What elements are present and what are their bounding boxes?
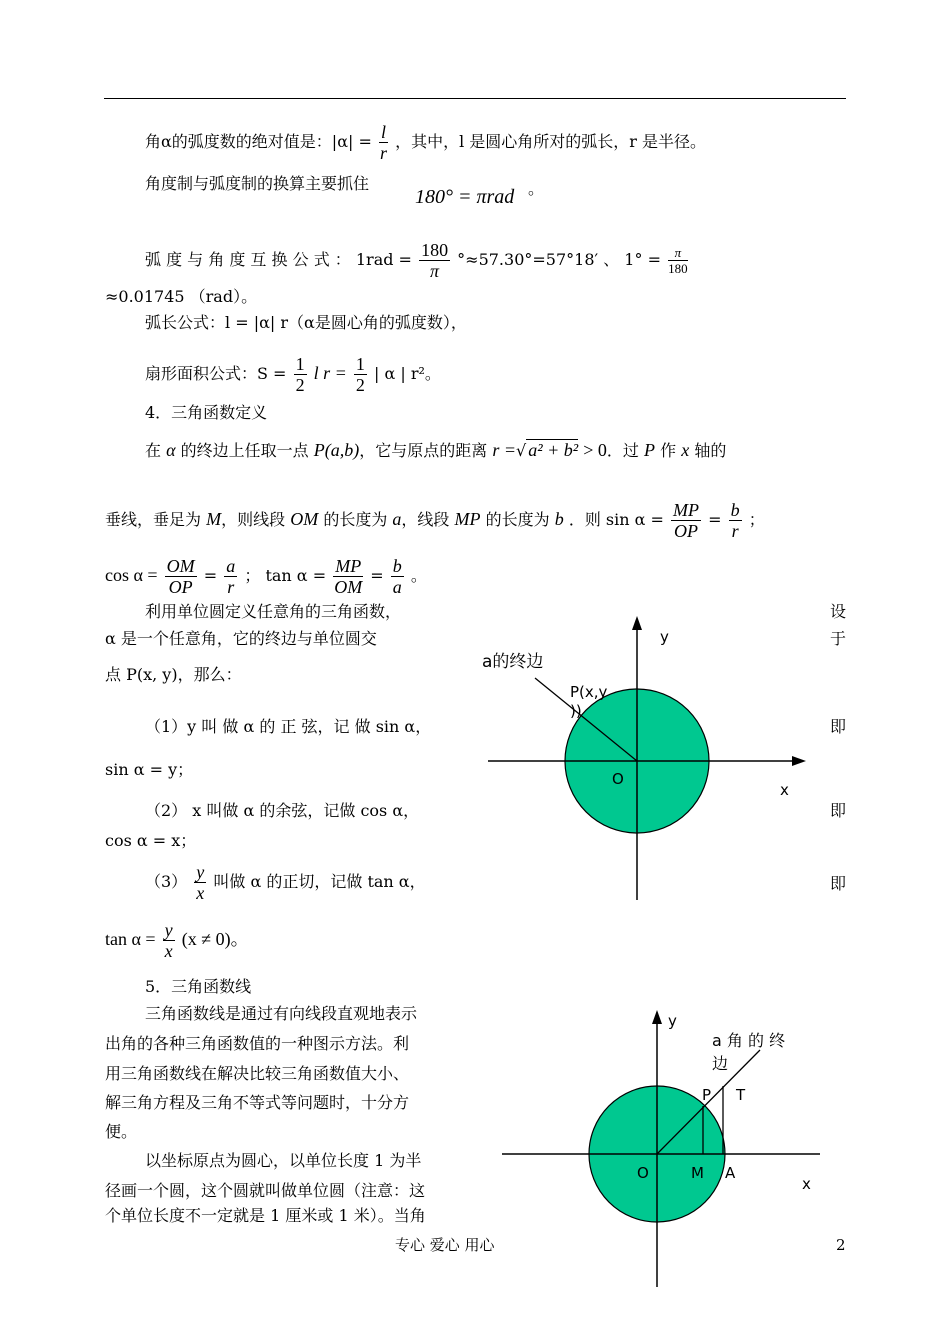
origin-label: O <box>612 770 624 788</box>
frac-den: r <box>379 143 387 163</box>
unit-circle-line-2-tail: 于 <box>829 629 846 648</box>
frac-num: 180 <box>421 240 449 260</box>
text: 作 <box>660 441 677 460</box>
fraction-l-over-r <box>379 122 388 163</box>
text: a <box>392 509 402 529</box>
text: 在 <box>145 441 162 460</box>
section-heading: 5．三角函数线 <box>145 977 252 996</box>
para-line: 以坐标原点为圆心，以单位长度 1 为半 <box>145 1151 422 1170</box>
text: = <box>203 566 218 585</box>
fraction-pi-over-180 <box>668 245 688 276</box>
text: ．过 <box>606 441 639 460</box>
text: OM <box>290 509 319 529</box>
text: α <box>166 440 176 460</box>
para-line: 用三角函数线在解决比较三角函数值大小、 <box>105 1064 410 1083</box>
y-axis-label: y <box>668 1012 677 1030</box>
para-line: 个单位长度不一定就是 1 厘米或 1 米）。当角 <box>105 1206 426 1225</box>
frac-den: r <box>227 577 235 597</box>
text: （3） <box>145 872 188 891</box>
abs-radian-line <box>145 122 706 163</box>
frac-num: MP <box>673 500 700 520</box>
fraction-mp-op <box>671 500 701 541</box>
header-rule <box>104 98 846 99</box>
fraction-180-over-pi <box>419 240 450 281</box>
a-label: A <box>725 1164 736 1182</box>
text: 的长度为 <box>323 510 388 529</box>
para-line: 便。 <box>105 1122 138 1141</box>
frac-den: x <box>196 883 205 903</box>
fraction-y-x <box>194 862 206 903</box>
fraction-half <box>294 354 307 395</box>
fraction-half <box>354 354 367 395</box>
m-label: M <box>691 1164 704 1182</box>
cosine-line-tail: 即 <box>829 801 846 820</box>
frac-den: OM <box>334 577 363 597</box>
frac-den: OP <box>168 577 193 597</box>
text: ； <box>748 510 765 529</box>
text: ，它与原点的距离 <box>359 441 488 460</box>
frac-den: 2 <box>355 375 365 395</box>
unit-circle-line-3: 点 P(x, y)，那么： <box>105 665 242 684</box>
footer-motto: 专心 爱心 用心 <box>395 1236 495 1254</box>
text: ，线段 <box>401 510 450 529</box>
terminal-side-label: a的终边 <box>482 652 544 672</box>
frac-num: y <box>164 920 173 940</box>
fraction-a-r <box>224 556 237 597</box>
t-label: T <box>736 1086 746 1104</box>
terminal-side-label: a 角 的 终 <box>712 1031 786 1050</box>
text: tan α = <box>105 929 156 949</box>
arc-length-line: 弧长公式：l = |α| r（α是圆心角的弧度数）， <box>145 313 467 332</box>
approx-line: ≈0.01745 （rad）。 <box>105 287 258 306</box>
cosine-eq: cos α = x； <box>105 831 197 850</box>
text: 垂线，垂足为 <box>105 510 202 529</box>
unit-circle-line-1: 利用单位圆定义任意角的三角函数， <box>145 602 402 621</box>
text: b <box>554 509 564 529</box>
frac-num: 1 <box>355 354 365 374</box>
x-axis-label: x <box>802 1175 811 1193</box>
point-label-cont: )) <box>570 702 582 720</box>
text: = <box>708 510 722 529</box>
sine-line: （1）y 叫 做 α 的 正 弦，记 做 sin α， <box>145 717 432 736</box>
fraction-y-x <box>163 920 175 961</box>
para-line: 三角函数线是通过有向线段直观地表示 <box>145 1004 418 1023</box>
tangent-line-tail: 即 <box>829 874 846 893</box>
sine-line-tail: 即 <box>829 717 846 736</box>
text: 叫做 α 的正切，记做 tan α， <box>213 872 426 891</box>
text: x <box>681 440 690 460</box>
section-heading: 4．三角函数定义 <box>145 403 268 422</box>
text: a² + b² <box>528 440 579 460</box>
sine-eq: sin α = y； <box>105 760 194 779</box>
frac-den: 180 <box>668 261 688 276</box>
text: = <box>370 566 384 585</box>
frac-den: 2 <box>295 375 305 395</box>
text: 角度制与弧度制的换算主要抓住 <box>145 174 370 193</box>
text: 。 <box>528 179 545 198</box>
text: 扇形面积公式：S = <box>145 364 287 383</box>
frac-den: a <box>392 577 402 597</box>
text: °≈57.30°=57°18′ 、 1° = <box>457 250 661 269</box>
text: ，其中，l 是圆心角所对的弧长，r 是半径。 <box>395 132 707 151</box>
text: P <box>644 440 656 460</box>
frac-num: MP <box>335 556 362 576</box>
definition-line-1: 在 α 的终边上任取一点 P(a,b)，它与原点的距离 r =√ a² + b² > 0．过 P 作 x 轴的 <box>145 440 727 460</box>
text: ．则 sin α = <box>568 510 664 529</box>
frac-den: π <box>430 261 440 281</box>
definition-line-3 <box>105 556 427 597</box>
x-axis-arrow-icon <box>792 756 806 766</box>
para-line: 解三角方程及三角不等式等问题时，十分方 <box>105 1093 410 1112</box>
frac-num: b <box>392 556 402 576</box>
frac-num: a <box>226 556 236 576</box>
interconversion-line <box>145 240 690 281</box>
cosine-line: （2） x 叫做 α 的余弦，记做 cos α， <box>145 801 420 820</box>
fraction-b-r <box>729 500 742 541</box>
origin-label: O <box>637 1164 649 1182</box>
text: | α | r²。 <box>374 364 441 383</box>
text: 的长度为 <box>485 510 550 529</box>
p-label: P <box>702 1086 712 1104</box>
text: M <box>206 509 222 529</box>
definition-line-2 <box>105 500 765 541</box>
text: P(a,b) <box>313 440 360 460</box>
y-axis-label: y <box>660 628 669 646</box>
text: (x ≠ 0)。 <box>181 929 249 949</box>
para-line: 径画一个圆，这个圆就叫做单位圆（注意：这 <box>105 1181 426 1200</box>
text: MP <box>454 509 481 529</box>
conversion-line <box>145 173 369 195</box>
text: cos α = <box>105 565 158 585</box>
page-number: 2 <box>836 1236 846 1254</box>
text: ，则线段 <box>221 510 286 529</box>
text: l r = <box>313 363 347 383</box>
frac-num: π <box>668 245 688 261</box>
point-label: P(x,y <box>570 683 608 701</box>
unit-circle-line-2: α 是一个任意角，它的终边与单位圆交 <box>105 629 377 648</box>
unit-circle-figure <box>470 610 810 910</box>
conversion-formula <box>415 186 514 208</box>
text: > 0 <box>583 440 607 460</box>
frac-den: r <box>731 521 739 541</box>
frac-num: b <box>730 500 740 520</box>
y-axis-arrow-icon <box>632 616 642 630</box>
frac-num: y <box>196 862 205 882</box>
text: 弧 度 与 角 度 互 换 公 式 ： 1rad = <box>145 250 412 269</box>
trig-lines-figure <box>500 1005 820 1290</box>
text: r = <box>492 440 517 460</box>
text: 角α的弧度数的绝对值是：|α| = <box>145 132 372 151</box>
fraction-om-op <box>165 556 197 597</box>
text: 。 <box>410 566 427 585</box>
frac-num: 1 <box>295 354 305 374</box>
formula: 180° = πrad <box>415 186 515 208</box>
fraction-b-a <box>391 556 404 597</box>
terminal-side-label-cont: 边 <box>712 1054 729 1073</box>
x-axis-label: x <box>780 781 789 799</box>
frac-num: OM <box>166 556 195 576</box>
unit-circle-line-1-tail: 设 <box>829 602 846 621</box>
y-axis-arrow-icon <box>652 1010 662 1024</box>
text: 轴的 <box>694 441 727 460</box>
fraction-mp-om <box>333 556 363 597</box>
tangent-line <box>145 862 426 903</box>
para-line: 出角的各种三角函数值的一种图示方法。利 <box>105 1034 410 1053</box>
text: 的终边上任取一点 <box>180 441 309 460</box>
tangent-eq <box>105 920 249 961</box>
sector-area-line <box>145 354 441 395</box>
frac-den: OP <box>674 521 699 541</box>
text: ； tan α = <box>244 566 327 585</box>
frac-den: x <box>164 941 173 961</box>
frac-num: l <box>380 122 386 142</box>
